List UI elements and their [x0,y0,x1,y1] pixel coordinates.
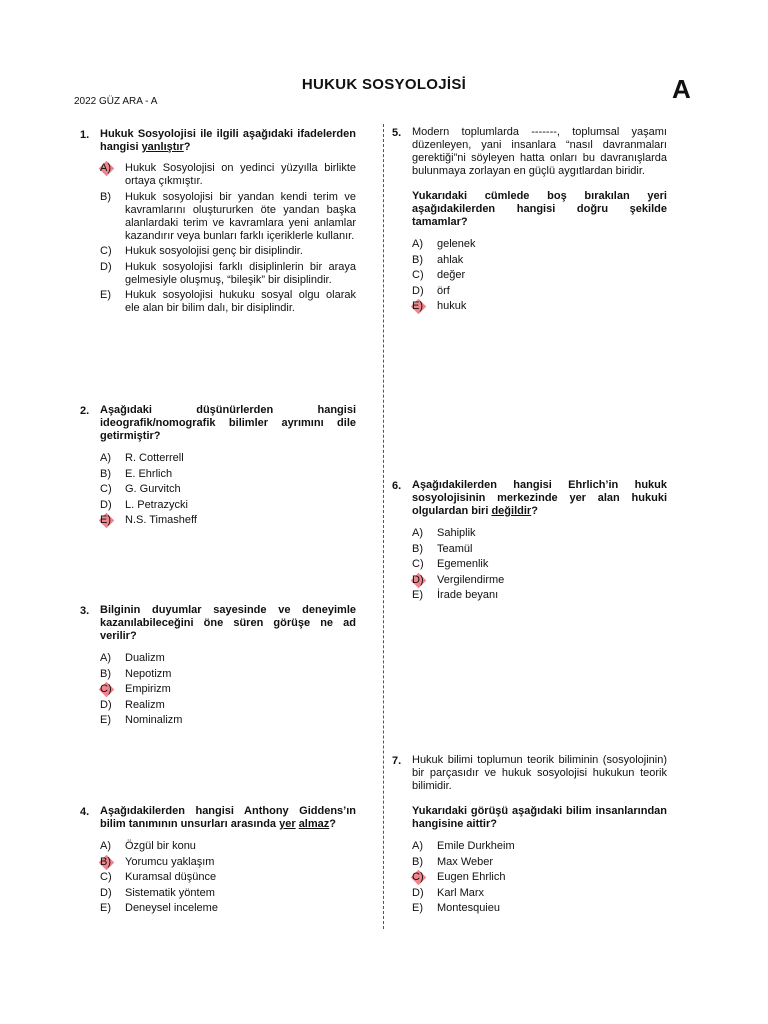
question-stem [412,479,667,518]
option-letter: A) [412,527,423,539]
question-stem: Yukarıdaki görüşü aşağıdaki bilim insanlarından hangisine aittir? [412,805,667,830]
option-letter: B) [412,855,423,868]
option-a[interactable] [412,527,667,540]
option-text: E. Ehrlich [125,467,173,480]
option-letter: B) [412,253,423,266]
column-divider [383,124,384,929]
option-text: Teamül [437,542,473,555]
option-text: Empirizm [125,683,171,696]
option-text: değer [437,269,466,282]
option-e[interactable] [412,589,667,602]
option-letter: A) [100,840,111,852]
question-number: 4. [80,806,90,818]
option-text: hukuk [437,300,467,313]
option-letter: D) [412,284,424,297]
option-text: N.S. Timasheff [125,514,197,527]
option-c[interactable] [412,269,667,282]
stem-text: Hukuk Sosyolojisi ile ilgili aşağıdaki ifadelerden hangisi [100,128,356,153]
question-7 [392,754,667,918]
option-d[interactable] [412,574,667,587]
question-number: 3. [80,605,90,617]
options-list [412,238,667,313]
option-letter: B) [100,667,111,680]
option-text: Deneysel inceleme [125,902,218,915]
option-b[interactable] [100,668,356,681]
option-a[interactable] [100,452,356,465]
option-letter: E) [412,902,423,915]
option-d[interactable] [412,285,667,298]
option-letter: E) [100,902,111,915]
option-letter: E) [412,589,423,602]
question-number: 5. [392,127,402,139]
option-letter: A) [100,452,111,464]
question-number: 6. [392,480,402,492]
question-5 [392,126,667,316]
stem-text: Aşağıdakilerden hangisi Ehrlich’in hukuk sosyolojisinin merkezinde yer alan hukuki olgulardan biri [412,479,667,517]
option-letter: A) [412,238,423,250]
question-stem [100,128,356,154]
option-letter: C) [100,871,112,884]
option-text: Nepotizm [125,667,172,680]
option-e[interactable] [100,514,356,527]
options-list [412,840,667,915]
option-text: Hukuk sosyolojisi bir yandan kendi terim ve kavramlarını oluştururken öte yandan başka alanlardaki terim ve kavramlara yeni anlamlar kazandırır veya bunları farklı içeriklerle kullanır. [125,190,356,242]
option-c[interactable] [100,871,356,884]
option-e[interactable] [100,714,356,727]
question-stem: Yukarıdaki cümlede boş bırakılan yeri aşağıdakilerden hangisi doğru şekilde tamamlar? [412,190,667,228]
options-list [100,840,356,915]
option-a[interactable] [100,652,356,665]
question-2 [80,404,356,530]
option-a[interactable] [100,162,356,188]
option-letter: B) [100,190,111,203]
booklet-letter: A [672,74,691,104]
stem-end: ? [531,505,538,517]
option-letter: C) [100,483,112,496]
option-b[interactable] [412,543,667,556]
option-a[interactable] [100,840,356,853]
option-text: G. Gurvitch [125,483,181,496]
option-letter: E) [100,714,111,727]
option-c[interactable] [412,558,667,571]
option-text: Sahiplik [437,527,476,539]
option-text: Karl Marx [437,886,485,899]
option-letter: C) [100,245,112,258]
question-stem [100,805,356,831]
option-d[interactable] [100,887,356,900]
options-list [100,652,356,727]
question-stem: Aşağıdaki düşünürlerden hangisi ideografik/nomografik bilimler ayrımını dile getirmiştir? [100,404,356,442]
question-number: 7. [392,755,402,767]
options-list [100,452,356,527]
option-text: Kuramsal düşünce [125,871,217,884]
option-text: Hukuk Sosyolojisi on yedinci yüzyılla birlikte ortaya çıkmıştır. [125,162,356,187]
option-letter: A) [100,162,111,174]
option-text: R. Cotterrell [125,452,184,464]
option-letter: C) [412,269,424,282]
option-letter: C) [412,871,424,884]
option-c[interactable] [412,871,667,884]
option-text: Hukuk sosyolojisi hukuku sosyal olgu olarak ele alan bir bilim dalı, bir disiplindir. [125,289,356,315]
option-text: Max Weber [437,855,494,868]
question-passage: Modern toplumlarda -------, toplumsal yaşamı düzenleyen, yani insanlara “nasıl davranmaları gerektiği”ni söyleyen hatta onları bu davranışlarda bulunmaya zorlayan en güçlü aygıtlardan biridir. [412,126,667,177]
question-number: 1. [80,129,90,141]
option-text: Sistematik yöntem [125,886,215,899]
option-e[interactable] [412,902,667,915]
option-b[interactable] [412,856,667,869]
stem-underlined: yer [279,818,296,830]
option-d[interactable] [100,499,356,512]
option-letter: A) [412,840,423,852]
option-text: Özgül bir konu [125,840,196,852]
option-letter: E) [100,289,111,302]
option-text: Egemenlik [437,558,489,571]
option-letter: D) [412,886,424,899]
option-text: Hukuk sosyolojisi farklı disiplinlerin bir araya gelmesiyle oluşmuş, “bileşik” bir disiplindir. [125,260,356,286]
option-a[interactable] [412,238,667,251]
option-letter: A) [100,652,111,664]
question-1 [80,128,356,318]
option-letter: D) [412,573,424,586]
option-letter: E) [100,514,111,527]
option-text: Emile Durkheim [437,840,515,852]
option-letter: C) [100,683,112,696]
option-text: Yorumcu yaklaşım [125,855,215,868]
option-d[interactable] [100,699,356,712]
option-c[interactable] [100,483,356,496]
option-text: Vergilendirme [437,573,505,586]
question-number: 2. [80,405,90,417]
option-b[interactable] [100,191,356,243]
option-b[interactable] [100,856,356,869]
stem-text: Aşağıdakilerden hangisi Anthony Giddens’ın bilim tanımının unsurları arasında [100,805,356,830]
option-letter: D) [100,498,112,511]
option-text: L. Petrazycki [125,498,188,511]
question-passage: Hukuk bilimi toplumun teorik biliminin (sosyolojinin) bir parçasıdır ve hukuk sosyolojisi hukukun teorik bilimidir. [412,754,667,792]
option-text: İrade beyanı [437,589,499,602]
option-text: örf [437,284,450,297]
option-d[interactable] [100,261,356,287]
stem-underlined: almaz [298,818,330,830]
option-e[interactable] [412,300,667,313]
option-letter: B) [100,467,111,480]
question-4 [80,805,356,918]
stem-underlined: değildir [491,505,532,517]
page-title: HUKUK SOSYOLOJİSİ [301,76,467,93]
option-d[interactable] [412,887,667,900]
option-e[interactable] [100,289,356,315]
option-c[interactable] [100,683,356,696]
option-b[interactable] [100,468,356,481]
option-b[interactable] [412,254,667,267]
option-letter: D) [100,698,112,711]
option-letter: B) [412,542,423,555]
option-letter: D) [100,886,112,899]
option-text: Eugen Ehrlich [437,871,506,884]
stem-end: ? [329,818,336,830]
option-c[interactable] [100,245,356,258]
option-e[interactable] [100,902,356,915]
question-stem: Bilginin duyumlar sayesinde ve deneyimle kazanılabileceğini öne süren görüşe ne ad verilir? [100,604,356,642]
option-text: gelenek [437,238,476,250]
options-list [412,527,667,602]
stem-end: ? [183,141,191,153]
exam-subtitle: 2022 GÜZ ARA - A [74,96,158,107]
question-3 [80,604,356,730]
option-a[interactable] [412,840,667,853]
question-6 [392,479,667,605]
option-text: Hukuk sosyolojisi genç bir disiplindir. [125,245,303,258]
options-list [100,162,356,315]
option-text: Realizm [125,698,165,711]
option-letter: C) [412,558,424,571]
option-text: Dualizm [125,652,165,664]
option-text: ahlak [437,253,464,266]
option-text: Nominalizm [125,714,183,727]
stem-underlined: yanlıştır [141,141,184,153]
option-letter: E) [412,300,423,313]
option-letter: D) [100,260,112,273]
option-text: Montesquieu [437,902,500,915]
option-letter: B) [100,855,111,868]
